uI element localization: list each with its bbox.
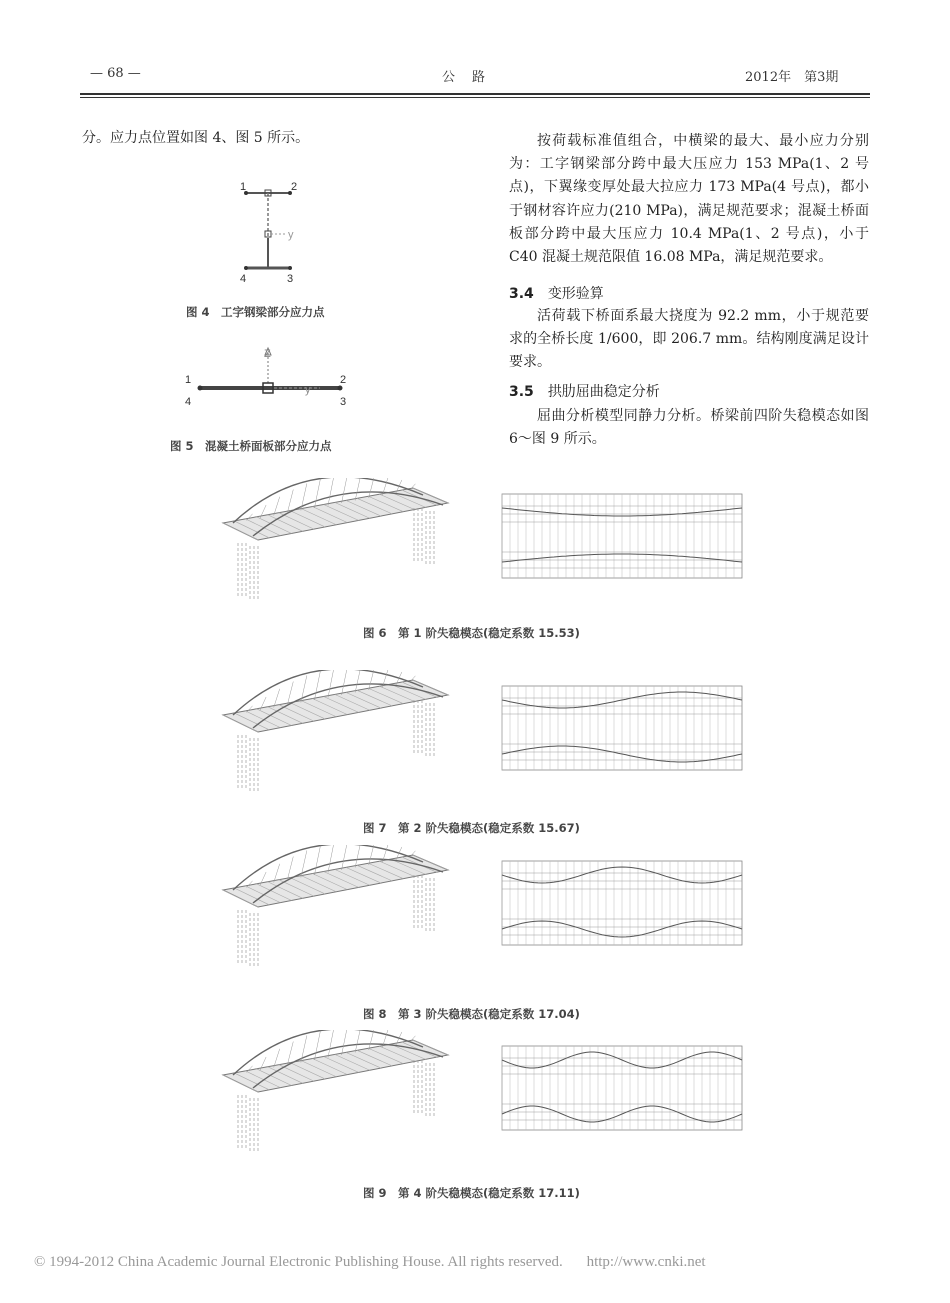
header-rule-thin: [80, 97, 870, 98]
fig5-point-4: 4: [185, 396, 192, 408]
section-3-4-number: 3.4: [509, 286, 534, 302]
fig5-point-3: 3: [340, 396, 347, 408]
mode-shape-6: [500, 492, 745, 582]
footer: [34, 1254, 726, 1271]
bridge-model-8: [218, 845, 458, 975]
footer-url: http://www.cnki.net: [586, 1254, 706, 1270]
figure-5: [180, 343, 360, 413]
paragraph-deformation: 活荷载下桥面系最大挠度为 92.2 mm，小于规范要求的全桥长度 1/600，即 206.7 mm。结构刚度满足设计要求。: [509, 308, 869, 371]
bridge-model-9: [218, 1030, 458, 1160]
section-3-5-number: 3.5: [509, 384, 534, 400]
paragraph-buckling: 屈曲分析模型同静力分析。桥梁前四阶失稳模态如图 6～图 9 所示。: [509, 408, 869, 448]
fig4-point-1: 1: [240, 181, 247, 193]
intro-line: 分。应力点位置如图 4、图 5 所示。: [82, 130, 310, 146]
section-3-4: [509, 283, 604, 303]
fig5-axis-z: Z: [264, 348, 271, 360]
header-rule: [80, 93, 870, 95]
section-3-5-title: 拱肋屈曲稳定分析: [547, 384, 660, 400]
fig8-caption: 图 8 第 3 阶失稳模态(稳定系数 17.04): [363, 1007, 580, 1021]
fig4-caption: 图 4 工字钢梁部分应力点: [186, 305, 325, 319]
fig5-point-1: 1: [185, 374, 192, 386]
fig5-point-2: 2: [340, 374, 347, 386]
fig4-axis-y: y: [288, 229, 294, 241]
journal-name: 公 路: [442, 70, 488, 85]
page-number: — 68 —: [90, 66, 141, 81]
bridge-model-6: [218, 478, 458, 608]
section-3-4-title: 变形验算: [547, 286, 604, 302]
fig4-point-4: 4: [240, 273, 247, 285]
mode-shape-8: [500, 859, 745, 949]
fig4-point-2: 2: [291, 181, 298, 193]
mode-shape-7: [500, 684, 745, 774]
bridge-model-7: [218, 670, 458, 800]
paragraph-stress: 按荷载标准值组合，中横梁的最大、最小应力分别为：工字钢梁部分跨中最大压应力 153 MPa(1、2 号点)，下翼缘变厚处最大拉应力 173 MPa(4 号点)，都小于钢材容许应力(210 MPa)，满足规范要求；混凝土桥面板部分跨中最大压应力 10.4 MPa(1、2 号点)，小于 C40 混凝土规范限值 16.08 MPa，满足规范要求。: [509, 133, 869, 266]
fig4-point-3: 3: [287, 273, 294, 285]
issue-label: 2012年 第3期: [745, 70, 839, 85]
fig5-caption: 图 5 混凝土桥面板部分应力点: [170, 439, 332, 453]
copyright-text: © 1994-2012 China Academic Journal Electronic Publishing House. All rights reserved.: [34, 1254, 563, 1270]
figure-4: [228, 178, 318, 290]
mode-shape-9: [500, 1044, 745, 1134]
fig5-axis-y: y: [305, 384, 311, 396]
fig6-caption: 图 6 第 1 阶失稳模态(稳定系数 15.53): [363, 626, 580, 640]
fig7-caption: 图 7 第 2 阶失稳模态(稳定系数 15.67): [363, 821, 580, 835]
fig9-caption: 图 9 第 4 阶失稳模态(稳定系数 17.11): [363, 1186, 580, 1200]
section-3-5: [509, 381, 660, 401]
